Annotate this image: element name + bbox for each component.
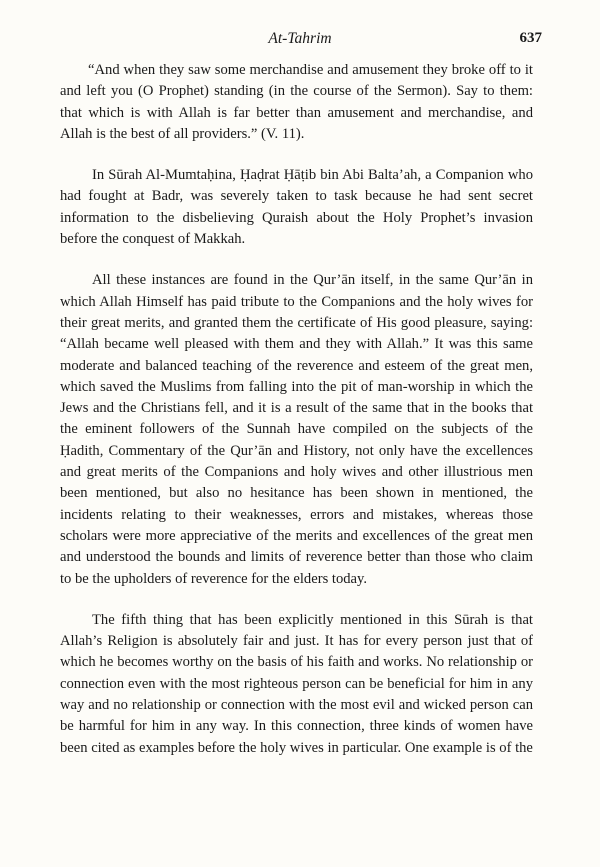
paragraph-instances: All these instances are found in the Qur’ān itself, in the same Qur’ān in which Allah Himself has paid tribute to the Companions and the holy wives for their great merits, and granted them the certificate of His good pleasure, saying: “Allah became well pleased with them and they with Allah.” It was this same moderate and balanced teaching of the reverence and esteem of the great men, which saved the Muslims from falling into the pit of man-worship in which the Jews and the Christians fell, and it is a result of the same that in the books that the eminent followers of the Sunnah have compiled on the subjects of the Ḥadith, Commentary of the Qur’ān and History, not only have the excellences and great merits of the Companions and holy wives and other illustrious men been mentioned, but also no hesitance has been shown in mentioned, the incidents relating to their weaknesses, errors and mistakes, whereas those scholars were more appreciative of the merits and excellences of the great men and understood the bounds and limits of reverence better than those who claim to be the upholders of reverence for the elders today. (60, 272, 533, 587)
paragraph-fifth-thing: The fifth thing that has been explicitly mentioned in this Sūrah is that Allah’s Religion is absolutely fair and just. It has for every person just that of which he becomes worthy on the basis of his faith and works. No relationship or connection even with the most righteous person can be beneficial for him in any way and no relationship or connection with the most evil and wicked person can be harmful for him in any way. In this connection, three kinds of women have been cited as examples before the holy wives in particular. One example is of the (60, 611, 533, 756)
body-text (60, 60, 533, 779)
paragraph-quote: “And when they saw some merchandise and amusement they broke off to it and left you (O Prophet) standing (in the course of the Sermon). Say to them: that which is with Allah is far better than amusement and merchandise, and Allah is the best of all providers.” (V. 11). (60, 62, 533, 142)
page-header (0, 30, 600, 50)
page-number: 637 (519, 30, 542, 46)
paragraph-mumtahina: In Sūrah Al-Mumtaḥina, Ḥaḍrat Ḥāṭib bin Abi Balta’ah, a Companion who had fought at Badr, was severely taken to task because he had sent secret information to the disbelieving Quraish about the Holy Prophet’s invasion before the conquest of Makkah. (60, 167, 533, 248)
running-title: At-Tahrim (268, 30, 332, 47)
